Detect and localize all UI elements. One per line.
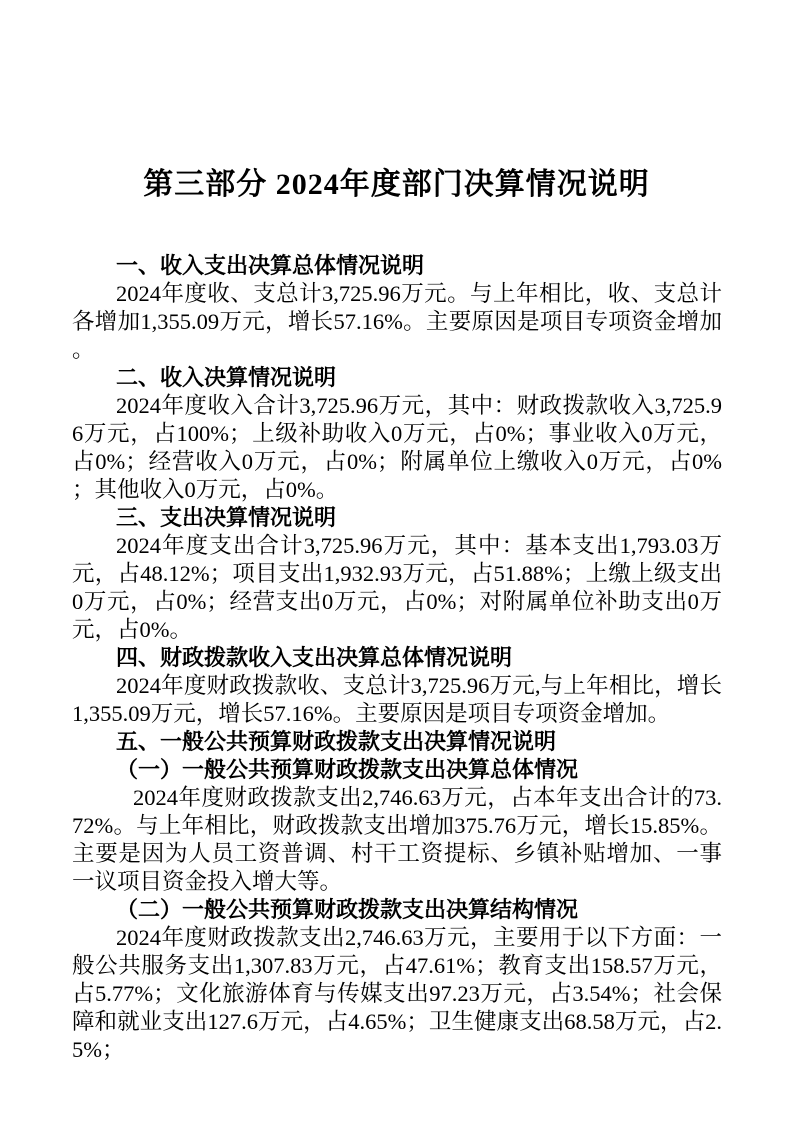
section-1-heading: 一、收入支出决算总体情况说明 [116,253,425,278]
document-title: 第三部分 2024年度部门决算情况说明 [143,168,650,201]
document-body [72,252,722,1064]
section-4-heading: 四、财政拨款收入支出决算总体情况说明 [116,645,513,670]
section-2-heading: 二、收入决算情况说明 [116,365,337,390]
section-5-subsection-2-paragraph: 2024年度财政拨款支出2,746.63万元，主要用于以下方面：一般公共服务支出1,307.83万元，占47.61%；教育支出158.57万元，占5.77%；文化旅游体育与传媒支出97.23万元，占3.54%；社会保障和就业支出127.6万元，占4.65%；卫生健康支出68.58万元，占2.5%； [72,925,722,1062]
section-5-subsection-2-heading: （二）一般公共预算财政拨款支出决算结构情况 [116,897,579,922]
section-5-subsection-1-heading: （一）一般公共预算财政拨款支出决算总体情况 [116,757,579,782]
section-3-paragraph: 2024年度支出合计3,725.96万元，其中：基本支出1,793.03万元，占48.12%；项目支出1,932.93万元，占51.88%；上缴上级支出0万元，占0%；经营支出0万元，占0%；对附属单位补助支出0万元，占0%。 [72,533,722,642]
section-3-heading: 三、支出决算情况说明 [116,505,337,530]
section-2-paragraph: 2024年度收入合计3,725.96万元，其中：财政拨款收入3,725.96万元，占100%；上级补助收入0万元，占0%；事业收入0万元，占0%；经营收入0万元，占0%；附属单位上缴收入0万元，占0%；其他收入0万元，占0%。 [72,393,722,502]
section-1-paragraph: 2024年度收、支总计3,725.96万元。与上年相比，收、支总计各增加1,355.09万元，增长57.16%。主要原因是项目专项资金增加。 [72,281,722,362]
section-4-paragraph: 2024年度财政拨款收、支总计3,725.96万元,与上年相比，增长1,355.09万元，增长57.16%。主要原因是项目专项资金增加。 [72,673,722,726]
section-5-subsection-1-paragraph: 2024年度财政拨款支出2,746.63万元，占本年支出合计的73.72%。与上年相比，财政拨款支出增加375.76万元，增长15.85%。主要是因为人员工资普调、村干工资提标、乡镇补贴增加、一事一议项目资金投入增大等。 [72,785,722,894]
section-5-heading: 五、一般公共预算财政拨款支出决算情况说明 [116,729,557,754]
